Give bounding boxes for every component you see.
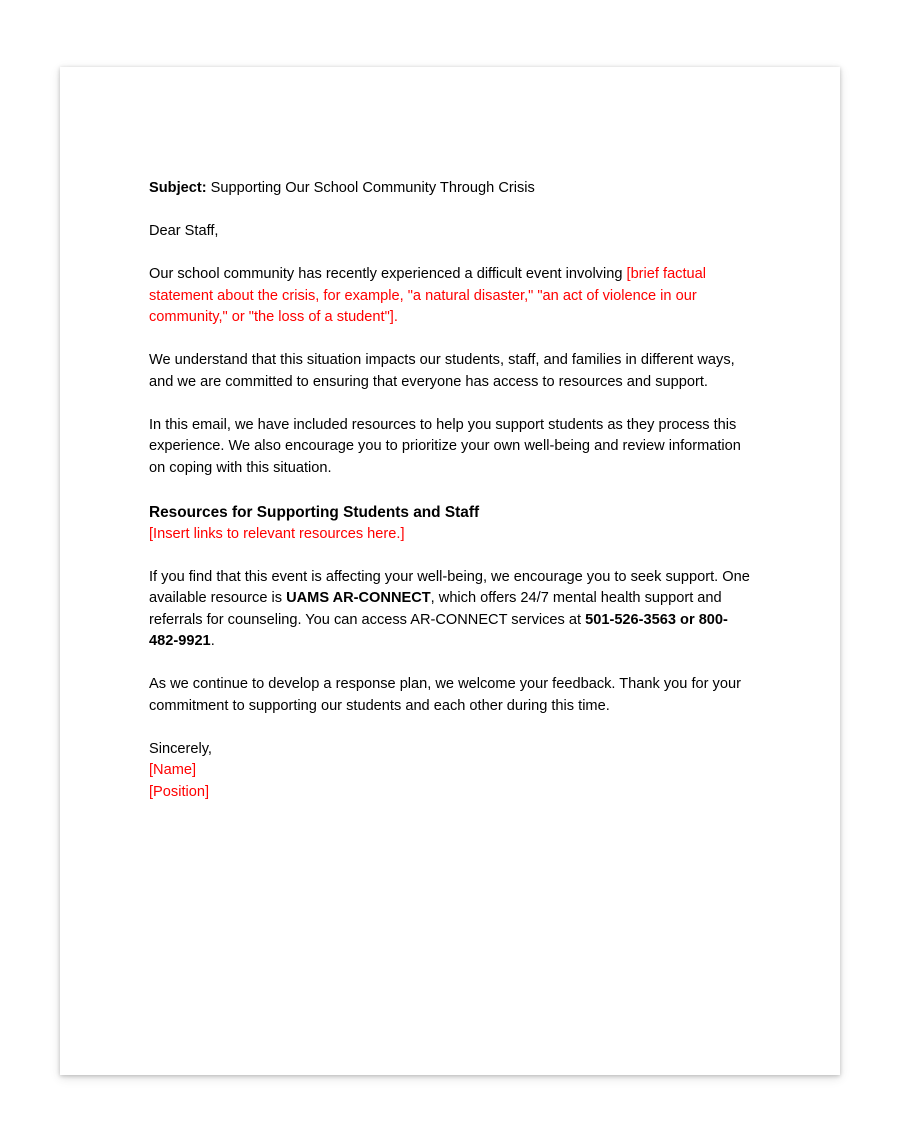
greeting: Dear Staff, [149,223,219,239]
ar-connect-name: UAMS AR-CONNECT [286,590,431,606]
wellbeing-text-part2: , which offers 24/7 mental health support and referrals for counseling. You can access AR-CONNECT services at [149,590,722,628]
subject-label: Subject: [149,180,207,196]
wellbeing-text-part3: . [210,633,215,649]
crisis-intro-text: Our school community has recently experienced a difficult event involving [149,266,627,282]
paragraph-resources-intro: In this email, we have included resources to help you support students as they process this experience. We also encourage you to prioritize your own well-being and review information on coping with this situation. [149,416,741,476]
name-placeholder: [Name] [149,762,197,778]
document-page [60,67,840,1075]
email-body [149,178,754,803]
paragraph-impact: We understand that this situation impacts our students, staff, and families in different ways, and we are committed to ensuring that everyone has access to resources and support. [149,352,735,390]
resources-links-placeholder: [Insert links to relevant resources here.] [149,525,405,542]
position-placeholder: [Position] [149,783,210,800]
signoff: Sincerely, [149,740,212,757]
subject-line [149,178,754,200]
signature-block [149,739,754,804]
subject-text: Supporting Our School Community Through Crisis [206,180,535,196]
resources-heading: Resources for Supporting Students and Staff [149,503,480,521]
crisis-statement-placeholder: [brief factual statement about the crisis, for example, "a natural disaster," "an act of violence in our community," or "the loss of a student"]. [149,266,707,325]
paragraph-wellbeing-support [149,567,754,653]
ar-connect-phone-numbers: 501-526-3563 or 800-482-9921 [149,611,728,649]
paragraph-crisis-intro [149,264,754,329]
wellbeing-text-part1: If you find that this event is affecting your well-being, we encourage you to seek support. One available resource is [149,568,750,606]
paragraph-feedback: As we continue to develop a response plan, we welcome your feedback. Thank you for your commitment to supporting our students and each other during this time. [149,676,741,714]
